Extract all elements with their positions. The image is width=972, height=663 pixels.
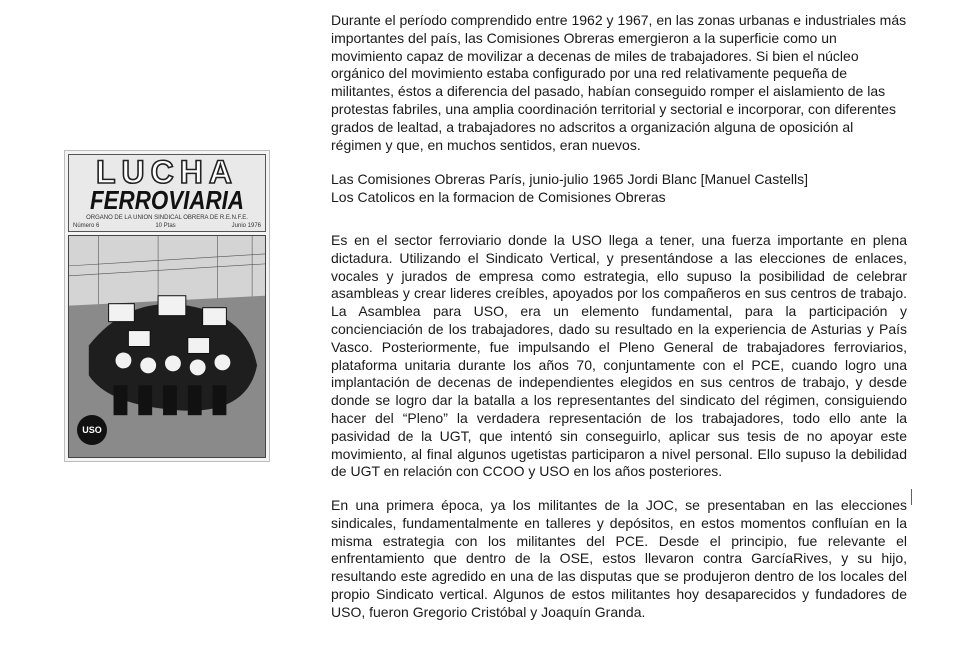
masthead-title-top: LUCHA bbox=[96, 154, 238, 190]
issue-line bbox=[73, 222, 261, 230]
reference-link-1: Las Comisiones Obreras París, junio-julio 1965 Jordi Blanc [Manuel Castells] bbox=[331, 171, 808, 187]
text-cursor bbox=[911, 489, 912, 505]
paragraph-ferroviario: Es en el sector ferroviario donde la USO llega a tener, una fuerza importante en plena dictadura. Utilizando el Sindicato Vertical, y presentándose a las elecciones de enlaces, vocales y jurados de empresa como estrategia, ello supuso la posibilidad de celebrar asambleas y crear lideres creíbles, apoyados por los compañeros en sus centros de trabajo. La Asamblea para USO, era un elemento fundamental, para la participación y concienciación de los trabajadores, dado su resultado en la experiencia de Asturias y País Vasco. Posteriormente, fue impulsando el Pleno General de trabajadores ferroviarios, plataforma unitaria durante los años 70, conjuntamente con el PCE, cuando logro una implantación de decenas de independientes elegidos en sus centros de trabajo, y desde donde se logro dar la batalla a los representantes del sindicato del régimen, consiguiendo hacer del “Pleno” la verdadera representación de los trabajadores, todo ello ante la pasividad de la UGT, que intentó sin conseguirlo, aplicar sus tesis de no apoyar este movimiento, al final algunos ugetistas participaron a nivel personal. Ello supuso la debilidad de UGT en relación con CCOO y USO en los años posteriores. bbox=[331, 232, 907, 480]
references bbox=[331, 171, 907, 207]
issue-date: Junio 1976 bbox=[231, 223, 261, 229]
paragraph-intro: Durante el período comprendido entre 1962 y 1967, en las zonas urbanas e industriales más importantes del país, las Comisiones Obreras emergieron a la superficie como un movimiento capaz de movilizar a decenas de miles de trabajadores. Si bien el núcleo orgánico del movimiento estaba configurado por una red relativamente pequeña de militantes, éstos a diferencia del pasado, habían conseguido romper el aislamiento de las protestas fabriles, una amplia coordinación territorial y sectorial e incorporar, con diferentes grados de lealtad, a trabajadores no adscritos a organización alguna de oposición al régimen y que, en muchos sentidos, eran nuevos. bbox=[331, 12, 907, 153]
masthead-subtitle: ORGANO DE LA UNION SINDICAL OBRERA DE R.E.N.F.E. bbox=[86, 215, 248, 221]
uso-logo: USO bbox=[77, 415, 107, 445]
issue-price: 10 Ptas bbox=[155, 223, 176, 229]
paragraph-joc: En una primera época, ya los militantes de la JOC, se presentaban en las elecciones sindicales, fundamentalmente en talleres y depósitos, en estos momentos confluían en la misma estrategia con los militantes del PCE. Desde el principio, fue relevante el enfrentamiento que dentro de la OSE, estos llevaron contra GarcíaRives, y su hijo, resultando este agredido en una de las disputas que se produjeron dentro de los locales del propio Sindicato vertical. Algunos de estos militantes hoy desaparecidos y fundadores de USO, fueron Gregorio Cristóbal y Joaquín Granda. bbox=[331, 497, 907, 620]
masthead-title-main: FERROVIARIA bbox=[89, 185, 245, 215]
reference-link-2: Los Catolicos en la formacion de Comisiones Obreras bbox=[331, 188, 666, 205]
cover-illustration bbox=[68, 235, 266, 458]
newspaper-cover-image bbox=[64, 150, 270, 462]
issue-number: Número 6 bbox=[73, 223, 100, 229]
masthead bbox=[68, 154, 266, 232]
